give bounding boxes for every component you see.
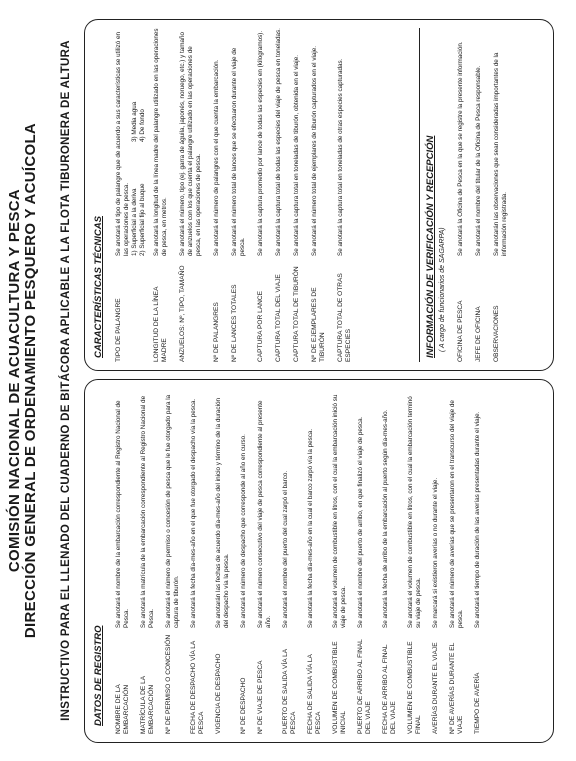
- field-label: TIEMPO DE AVERÍA: [474, 672, 481, 734]
- field-label: OBSERVACIONES: [493, 305, 500, 362]
- header-line-2: DIRECCIÓN GENERAL DE ORDENAMIENTO PESQUERO Y ACUÍCOLA: [22, 122, 39, 639]
- field-description: Se marcará si existieron averías o no durante el viaje.: [432, 477, 439, 628]
- field-label: PUERTO DE SALIDA VÍA LA PESCA: [282, 649, 297, 734]
- field-description: Se anotará la captura total en toneladas de tiburón, obtenida en el viaje.: [293, 55, 300, 256]
- field-label: ANZUELOS: Nº, TIPO, TAMAÑO: [179, 265, 186, 362]
- field-row: [190, 388, 206, 734]
- field-row: [311, 28, 327, 362]
- field-row: [293, 28, 301, 362]
- palangre-option: 2) Superficial fijo al buque: [139, 183, 146, 256]
- field-row: [307, 388, 323, 734]
- field-row: [475, 28, 483, 362]
- field-row: [282, 388, 298, 734]
- field-label: LONGITUD DE LA LÍNEA MADRE: [153, 286, 168, 362]
- field-row: [432, 388, 440, 734]
- field-description: Se anotará el volumen de combustible en litros, con el cual la embarcación inició su viaje de pesca.: [332, 394, 347, 628]
- field-description: Se anotará el número, tipo (ej. garra de águila, japonés, noruego, etc.) y tamaño de anzuelos con los que cuenta el palangre utilizado en las operaciones de pesca, en las operaciones de pesca.: [179, 31, 202, 256]
- technical-panel: [84, 19, 554, 371]
- field-description: Se anotará el número total de ejemplares de tiburón capturados en el viaje.: [311, 45, 318, 256]
- field-row: [407, 388, 423, 734]
- field-label: FECHA DE ARRIBO AL FINAL DEL VIAJE: [382, 644, 397, 734]
- field-description: Se anotarán las observaciones que sean consideradas importantes de la información registrada.: [493, 52, 508, 256]
- verification-title: INFORMACIÓN DE VERIFICACIÓN Y RECEPCIÓN: [425, 135, 436, 358]
- field-row: [449, 388, 465, 734]
- field-row: [231, 28, 247, 362]
- field-row: [332, 388, 348, 734]
- field-description: Se anotará el número de despacho que corresponde al año en curso.: [240, 434, 247, 628]
- field-row: [215, 388, 231, 734]
- field-label: AVERÍAS DURANTE EL VIAJE: [432, 642, 439, 734]
- field-description: Se anotará el número total de lances que se efectuaron durante el viaje de pesca.: [231, 47, 246, 256]
- field-label: Nº DE PERMISO O CONCESIÓN: [165, 634, 172, 734]
- technical-title: CARACTERÍSTICAS TÉCNICAS: [93, 216, 104, 358]
- field-label: CAPTURA POR LANCE: [257, 290, 264, 362]
- field-row: [493, 28, 509, 362]
- field-description: Se anotará el nombre del titular de la Oficina de Pesca responsable.: [475, 65, 482, 256]
- field-label: FECHA DE SALIDA VÍA LA PESCA: [307, 654, 322, 734]
- palangre-option: 1) Superficial a la deriva: [131, 188, 138, 256]
- field-label: VOLUMEN DE COMBUSTIBLE FINAL: [407, 641, 422, 734]
- registration-data-title: DATOS DE REGISTRO: [93, 625, 104, 726]
- field-label: CAPTURA TOTAL DE OTRAS ESPECIES: [337, 273, 352, 362]
- field-description: Se anotará el nombre del puerto del cual zarpó el barco.: [282, 470, 289, 628]
- field-label: CAPTURA TOTAL DE TIBURÓN: [293, 266, 300, 362]
- field-label: VOLUMEN DE COMBUSTIBLE INICIAL: [332, 641, 347, 734]
- field-description: Se anotará el número de palangres con el que cuenta la embarcación.: [213, 59, 220, 256]
- field-row: [165, 388, 181, 734]
- field-label: JEFE DE OFICINA: [475, 306, 482, 362]
- field-description: Se anotará el tiempo de duración de las averías presentadas durante el viaje.: [474, 411, 481, 628]
- field-label: Nº DE VIAJE DE PESCA: [257, 660, 264, 734]
- field-row: [257, 28, 265, 362]
- field-description: Se anotará la Oficina de Pesca en la que se registre la presente información.: [457, 41, 464, 256]
- header-subtitle: INSTRUCTIVO PARA EL LLENADO DEL CUADERNO DE BITÁCORA APLICABLE A LA FLOTA TIBURONERA DE ALTURA: [60, 40, 72, 721]
- field-row: [115, 388, 131, 734]
- field-row: [257, 388, 273, 734]
- field-row: [474, 388, 482, 734]
- field-label: FECHA DE DESPACHO VÍA LA PESCA: [190, 641, 205, 734]
- field-row: [382, 388, 398, 734]
- field-description: Se anotará la fecha día-mes-año en el que fue otorgado el despacho vía la pesca.: [190, 398, 197, 628]
- field-label: PUERTO DE ARRIBO AL FINAL DEL VIAJE: [357, 639, 372, 734]
- field-description: Se anotará el nombre de la embarcación correspondiente al Registro Nacional de Pesca.: [115, 400, 130, 628]
- palangre-options: [131, 28, 147, 256]
- field-description: Se anotará la longitud de la línea madre del palangre utilizado en las operaciones de pesca, en metros.: [153, 28, 168, 256]
- field-row: [357, 388, 373, 734]
- registration-rows: [115, 388, 488, 734]
- verification-rows: [457, 28, 515, 362]
- field-description: Se anotará el número consecutivo del viaje de pesca correspondiente al presente año.: [257, 400, 272, 628]
- field-label: Nº DE EJEMPLARES DE TIBURÓN: [311, 287, 326, 362]
- field-row: [275, 28, 283, 362]
- field-label: MATRÍCULA DE LA EMBARCACIÓN: [140, 676, 155, 734]
- field-description: Se anotará el tipo de palangre que de acuerdo a sus características se utilizó en las operaciones de pesca.: [115, 31, 130, 256]
- field-label: OFICINA DE PESCA: [457, 300, 464, 362]
- field-label: Nº DE PALANGRES: [213, 302, 220, 362]
- field-row: [240, 388, 248, 734]
- field-description: Se anotará la captura promedio por lance de todas las especies en (kilogramos).: [257, 30, 264, 256]
- field-row: [153, 28, 169, 362]
- field-description: Se anotará el nombre del puerto de arribo, en que finalizó el viaje de pesca.: [357, 416, 364, 628]
- registration-data-panel: [84, 379, 554, 743]
- field-label: TIPO DE PALANGRE: [115, 298, 122, 362]
- verification-note: ( A cargo de funcionarios de SAGARPA): [439, 227, 446, 352]
- field-description: Se anotará el número de permiso o concesión de pesca que le fue otorgado para la captura de tiburón.: [165, 394, 180, 628]
- document-header: [0, 0, 92, 761]
- field-row: [213, 28, 221, 362]
- field-description: Se anotará la captura total de todas las especies del viaje de pesca en toneladas.: [275, 28, 282, 256]
- field-label: CAPTURA TOTAL DEL VIAJE: [275, 274, 282, 362]
- header-line-1: COMISIÓN NACIONAL DE ACUACULTURA Y PESCA: [6, 188, 23, 573]
- field-row: [179, 28, 203, 362]
- field-row: [457, 28, 465, 362]
- palangre-option: 4) De fondo: [139, 109, 146, 142]
- field-label: VIGENCIA DE DESPACHO: [215, 653, 222, 734]
- section-divider: [419, 28, 420, 362]
- field-row: [115, 28, 131, 362]
- field-label: Nº DE DESPACHO: [240, 677, 247, 734]
- field-description: Se anotará la captura total en toneladas de otras especies capturadas.: [337, 58, 344, 256]
- field-label: Nº DE LANCES TOTALES: [231, 284, 238, 362]
- field-description: Se anotará la matrícula de la embarcación correspondiente al Registro Nacional de Pesca.: [140, 395, 155, 628]
- field-description: Se anotará la fecha día-mes-año en la cual el barco zarpó vía la pesca.: [307, 428, 314, 628]
- field-row: [337, 28, 353, 362]
- field-label: NOMBRE DE LA EMBARCACIÓN: [115, 684, 130, 734]
- palangre-option: 3) Media agua: [131, 101, 138, 142]
- field-description: Se anotará el volumen de combustible en litros, con el cual la embarcación terminó su viaje de pesca.: [407, 396, 422, 628]
- field-description: Se anotará el número de averías que se presentaron en el transcurso del viaje de pesca.: [449, 400, 464, 628]
- technical-rows: [115, 28, 359, 362]
- field-description: Se anotarán las fechas de acuerdo día-mes-año del inicio y término de la duración del despacho vía la pesca.: [215, 398, 230, 628]
- field-description: Se anotará la fecha de arribo de la embarcación al puerto según día-mes-año.: [382, 409, 389, 628]
- field-label: Nº DE AVERÍAS DURANTE EL VIAJE: [449, 642, 464, 734]
- field-row: [140, 388, 156, 734]
